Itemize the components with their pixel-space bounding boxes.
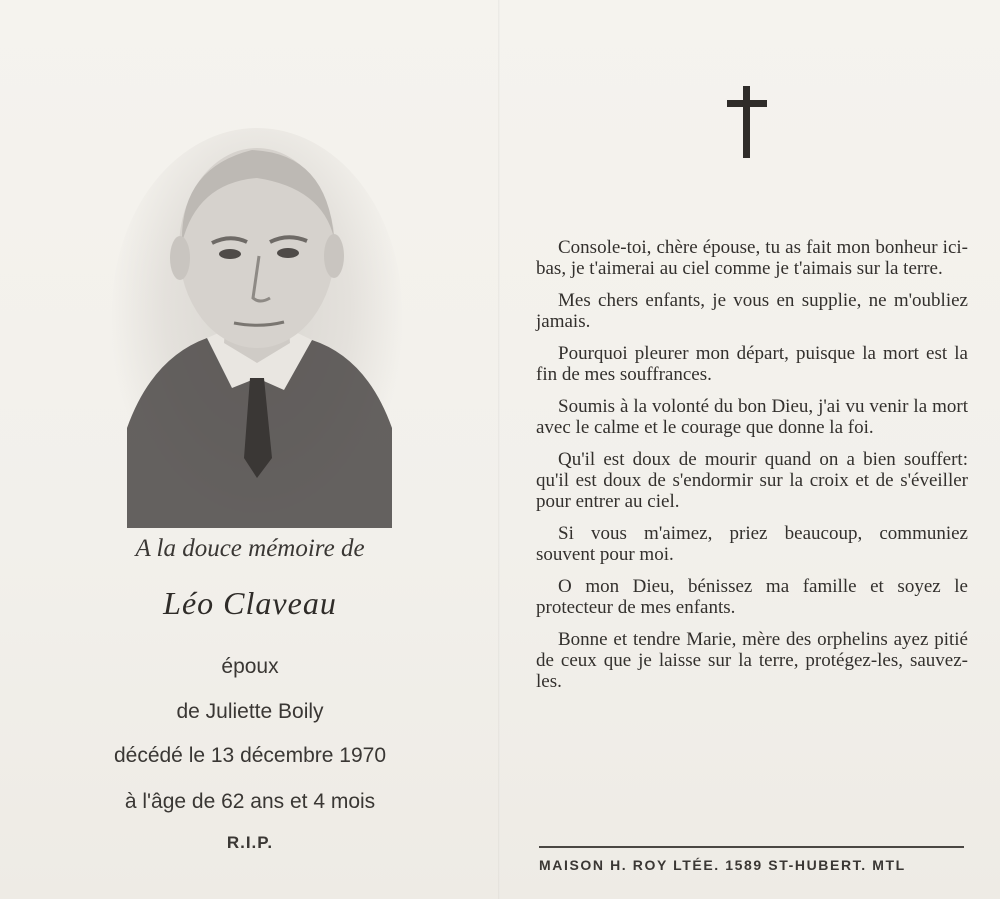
verse: Qu'il est doux de mourir quand on a bien souffert: qu'il est doux de s'endormir sur la croix et de s'éveiller pour entrer au ciel. — [536, 449, 968, 512]
verses-block — [536, 237, 968, 703]
relation-label: époux — [221, 655, 279, 678]
portrait-illustration — [112, 128, 402, 528]
cross-icon — [727, 86, 767, 158]
memory-line: A la douce mémoire de — [135, 535, 365, 562]
portrait-photo — [112, 128, 402, 528]
verse: Console-toi, chère épouse, tu as fait mon bonheur ici-bas, je t'aimerai au ciel comme je t'aimais sur la terre. — [536, 237, 968, 279]
verse: Mes chers enfants, je vous en supplie, ne m'oubliez jamais. — [536, 290, 968, 332]
rip-label: R.I.P. — [226, 833, 274, 852]
verse: O mon Dieu, bénissez ma famille et soyez le protecteur de mes enfants. — [536, 576, 968, 618]
verse: Soumis à la volonté du bon Dieu, j'ai vu venir la mort avec le calme et le courage que donne la foi. — [536, 396, 968, 438]
card-fold — [498, 0, 500, 899]
spouse-name: de Juliette Boily — [176, 700, 324, 723]
deceased-name: Léo Claveau — [163, 585, 337, 621]
printer-imprint: MAISON H. ROY LTÉE. 1589 ST-HUBERT. MTL — [539, 857, 906, 873]
footer-divider — [539, 846, 964, 848]
death-date: décédé le 13 décembre 1970 — [113, 744, 387, 767]
age-at-death: à l'âge de 62 ans et 4 mois — [124, 790, 376, 813]
verse: Bonne et tendre Marie, mère des orphelins ayez pitié de ceux que je laisse sur la terre, protégez-les, sauvez-les. — [536, 629, 968, 692]
verse: Pourquoi pleurer mon départ, puisque la mort est la fin de mes souffrances. — [536, 343, 968, 385]
verse: Si vous m'aimez, priez beaucoup, communiez souvent pour moi. — [536, 523, 968, 565]
